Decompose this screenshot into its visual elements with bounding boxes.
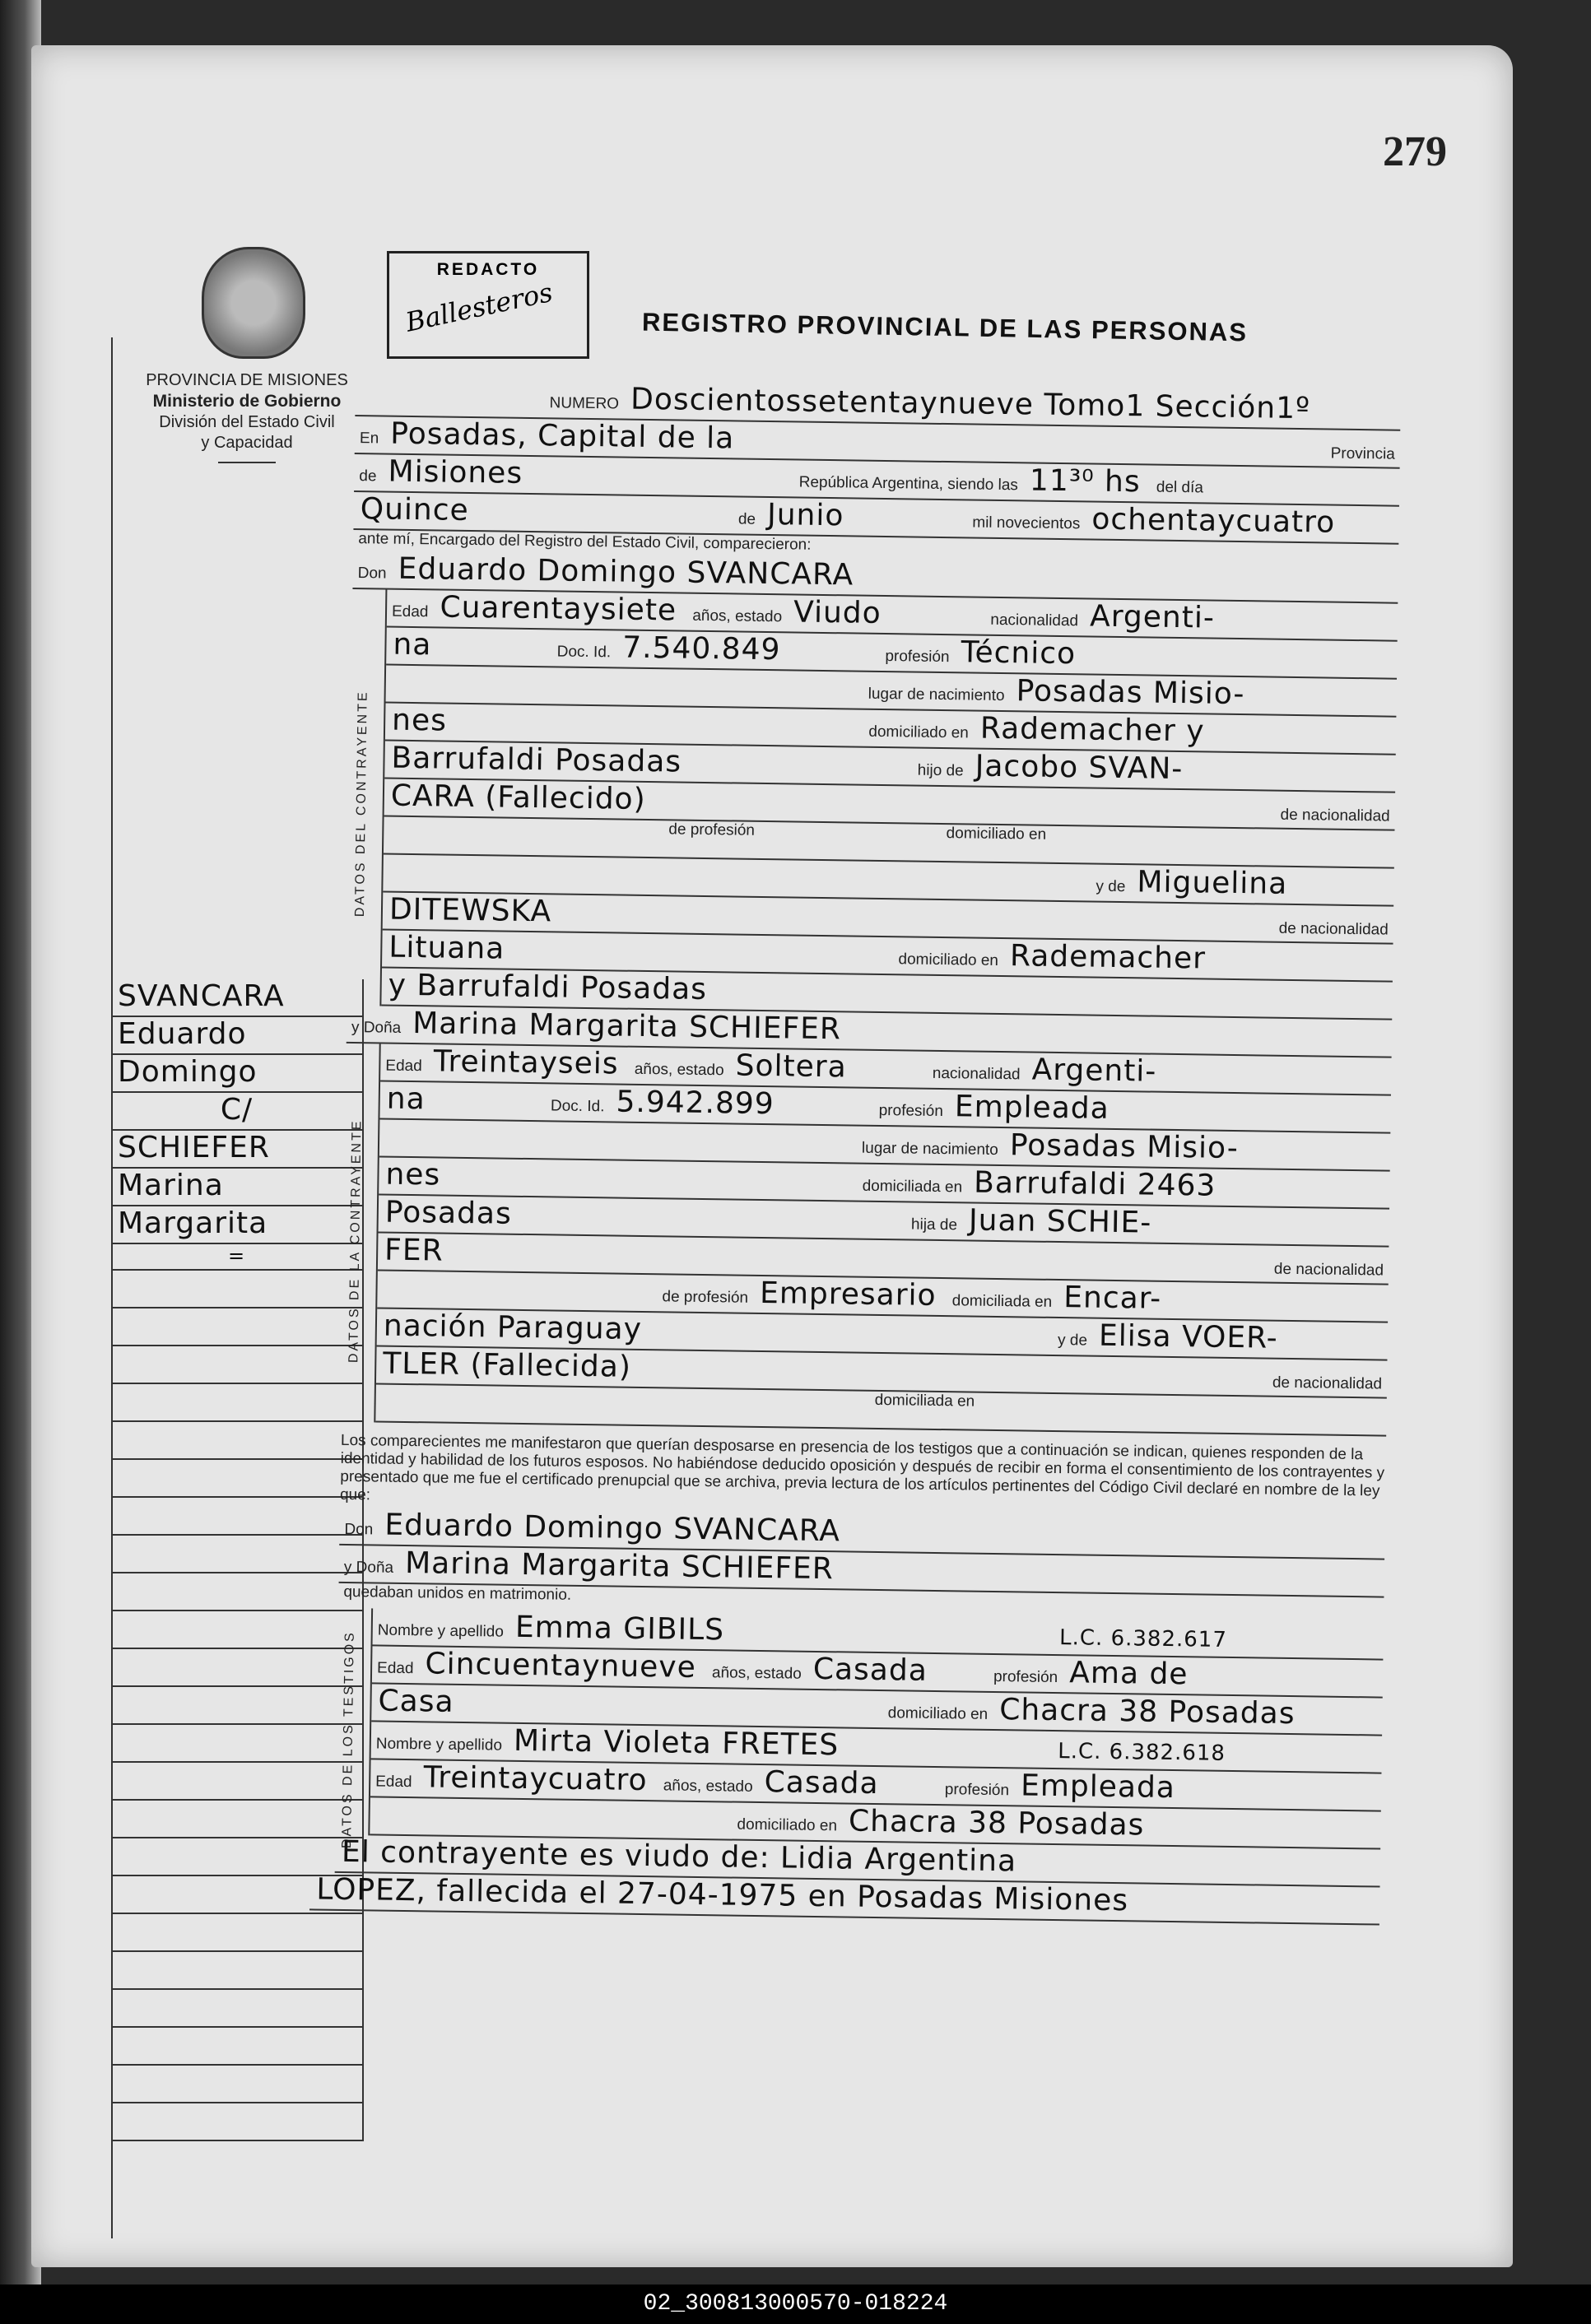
bride-birthplace-cont: nes (385, 1157, 441, 1192)
margin-line (111, 1271, 362, 1308)
bride-father-cont: FER (384, 1233, 444, 1268)
groom-birthplace-cont: nes (391, 703, 448, 738)
y-de-label: y de (1057, 1332, 1088, 1350)
margin-line (111, 1308, 362, 1346)
edad-label: Edad (376, 1659, 414, 1678)
de-nacionalidad-label: de nacionalidad (1272, 1373, 1383, 1393)
bride-section-label: DATOS DE LA CONTRAYENTE (347, 1118, 365, 1364)
page-title: REGISTRO PROVINCIAL DE LAS PERSONAS (641, 307, 1249, 347)
margin-line (111, 1649, 362, 1687)
bride-nationality-cont: na (386, 1081, 426, 1117)
redacto-signature: Ballesteros (402, 276, 556, 338)
doc-label: Doc. Id. (556, 643, 612, 662)
w2-status: Casada (764, 1765, 879, 1801)
margin-line (111, 1763, 362, 1801)
bride-father: Juan SCHIE- (968, 1203, 1152, 1240)
de-nacionalidad-label: de nacionalidad (1280, 806, 1390, 825)
margin-line (111, 1498, 362, 1536)
de2-label: de (737, 510, 756, 528)
de-profesion-label: de profesión (668, 820, 756, 839)
de-profesion-label: de profesión (662, 1288, 749, 1307)
profesion-label: profesión (944, 1781, 1010, 1800)
margin-line: Margarita (111, 1206, 362, 1244)
bride-domicile-cont: Posadas (384, 1195, 513, 1231)
margin-line (111, 1990, 362, 2028)
nombre-label: Nombre y apellido (375, 1735, 503, 1755)
bride-doc: 5.942.899 (616, 1085, 775, 1122)
domicilio-label: domiciliado en (868, 723, 969, 742)
marriage-record-form (316, 379, 1401, 1926)
domiciliado-en-label: domiciliado en (946, 825, 1047, 844)
lugar-label: lugar de nacimiento (861, 1139, 998, 1159)
nombre-label: Nombre y apellido (377, 1621, 505, 1641)
groom-nationality-cont: na (393, 627, 432, 662)
hija-label: hija de (910, 1215, 958, 1234)
margin-line (111, 1914, 362, 1952)
org-line2: Ministerio de Gobierno (152, 392, 342, 411)
hijo-label: hijo de (917, 761, 964, 780)
edad-label: Edad (375, 1773, 412, 1792)
org-line4: y Capacidad (201, 434, 293, 452)
dona-label: y Doña (343, 1558, 394, 1577)
margin-line (111, 2028, 362, 2066)
profesion-label: profesión (885, 648, 950, 667)
margin-line (111, 1460, 362, 1498)
margin-line (111, 1611, 362, 1649)
margin-line: SCHIEFER (111, 1131, 362, 1169)
bride-father-domicile: Encar- (1063, 1281, 1162, 1316)
org-line3: División del Estado Civil (159, 413, 335, 431)
w1-status: Casada (812, 1652, 928, 1688)
domiciliada-en-label: domiciliada en (874, 1391, 975, 1411)
w2-age: Treintaycuatro (423, 1760, 648, 1798)
day-value: Quince (360, 492, 469, 528)
provincial-seal-icon (202, 247, 305, 359)
mil-label: mil novecientos (972, 514, 1081, 533)
provincia-label: Provincia (1330, 444, 1395, 463)
decl-bride-name: Marina Margarita SCHIEFER (404, 1545, 835, 1587)
w1-profession-cont: Casa (378, 1684, 454, 1719)
bride-age: Treintayseis (433, 1044, 619, 1081)
w2-name: Mirta Violeta FRETES (513, 1723, 840, 1763)
closing-label: quedaban unidos en matrimonio. (343, 1583, 572, 1604)
edad-label: Edad (385, 1057, 422, 1076)
bride-profession: Empleada (954, 1090, 1110, 1126)
bride-nationality: Argenti- (1031, 1053, 1157, 1089)
groom-father-cont: CARA (Fallecido) (390, 779, 646, 816)
nacionalidad-label: nacionalidad (932, 1064, 1021, 1084)
groom-mother-domicile-cont: y Barrufaldi Posadas (388, 968, 708, 1007)
divider (218, 462, 276, 463)
decl-groom-name: Eduardo Domingo SVANCARA (384, 1508, 841, 1549)
domicilio-label: domiciliado en (887, 1704, 989, 1723)
del-dia-label: del día (1156, 478, 1204, 497)
domicilio-label: domiciliado en (898, 951, 999, 969)
profesion-label: profesión (993, 1667, 1058, 1687)
bride-mother-cont: TLER (Fallecida) (383, 1346, 632, 1384)
witnesses-section-label: DATOS DE LOS TESTIGOS (340, 1630, 357, 1849)
groom-status: Viudo (793, 595, 882, 630)
margin-line (111, 1801, 362, 1838)
margin-line (111, 1725, 362, 1763)
estado-label: años, estado (711, 1664, 802, 1683)
en-label: En (359, 430, 379, 448)
bride-status: Soltera (735, 1048, 847, 1085)
margin-line: Eduardo (111, 1017, 362, 1055)
groom-domicile: Rademacher y (979, 711, 1205, 749)
margin-line (111, 1536, 362, 1573)
w2-profession: Empleada (1020, 1769, 1176, 1806)
margin-annotation (111, 979, 364, 2141)
redacto-label: REDACTO (436, 260, 540, 279)
page-number: 279 (1383, 128, 1447, 175)
margin-line (111, 1346, 362, 1384)
groom-domicile-cont: Barrufaldi Posadas (391, 741, 682, 779)
groom-nationality: Argenti- (1089, 599, 1216, 635)
groom-age: Cuarentaysiete (440, 590, 677, 628)
city-value: Posadas, Capital de la (390, 416, 735, 456)
lugar-label: lugar de nacimiento (868, 685, 1005, 705)
note-text-2: LOPEZ, fallecida el 27-04-1975 en Posadas Misiones (316, 1872, 1129, 1918)
nacionalidad-label: nacionalidad (990, 611, 1079, 630)
de-label: de (359, 467, 377, 486)
profesion-label: profesión (878, 1101, 944, 1121)
bride-mother: Elisa VOER- (1098, 1318, 1278, 1355)
note-text-1: El contrayente es viudo de: Lidia Argentina (341, 1834, 1017, 1879)
issuing-office (123, 370, 370, 463)
margin-line: Marina (111, 1169, 362, 1206)
bride-father-domicile-cont: nación Paraguay (383, 1308, 643, 1346)
margin-line (111, 1384, 362, 1422)
margin-line (111, 2103, 362, 2141)
redacto-stamp (387, 251, 589, 359)
declaration-text: Los comparecientes me manifestaron que querían desposarse en presencia de los testigos que a continuación se indican, quienes responden de la identidad y habilidad de los futuros esposos. No habiéndose deducido oposición y después de recibir en forma el consentimiento de los contrayentes y presentado que me fue el certificado prenupcial que se archiva, previa lectura de los artículos pertinentes del Código Civil declaré en nombre de la ley que: (339, 1431, 1385, 1504)
w2-doc: L.C. 6.382.618 (1058, 1739, 1226, 1766)
groom-mother-cont: DITEWSKA (388, 892, 552, 929)
groom-profession: Técnico (961, 635, 1077, 672)
margin-line: Domingo (111, 1055, 362, 1093)
year-value: ochentaycuatro (1091, 502, 1336, 540)
domiciliada-label: domiciliada en (862, 1177, 963, 1197)
w1-domicile: Chacra 38 Posadas (998, 1693, 1296, 1731)
estado-label: años, estado (692, 607, 783, 626)
domicilio-label: domiciliado en (737, 1815, 838, 1835)
groom-data-section (352, 590, 1398, 1020)
org-line1: PROVINCIA DE MISIONES (146, 371, 348, 389)
margin-line: = (111, 1244, 362, 1271)
margin-line: SVANCARA (111, 979, 362, 1017)
w1-doc: L.C. 6.382.617 (1058, 1625, 1228, 1652)
estado-label: años, estado (663, 1777, 753, 1796)
groom-mother: Miguelina (1137, 865, 1288, 901)
bride-data-section (347, 1043, 1391, 1436)
bride-father-profession: Empresario (759, 1276, 937, 1313)
w2-domicile: Chacra 38 Posadas (848, 1804, 1145, 1843)
w1-profession: Ama de (1069, 1656, 1189, 1692)
domiciliada-label: domiciliada en (951, 1292, 1053, 1311)
doc-label: Doc. Id. (550, 1097, 605, 1116)
margin-line (111, 1422, 362, 1460)
dona-label: y Doña (351, 1019, 402, 1037)
month-value: Junio (766, 498, 844, 533)
witnesses-section (340, 1608, 1384, 1849)
groom-section-label: DATOS DEL CONTRAYENTE (352, 690, 370, 918)
hour-value: 11³⁰ hs (1029, 463, 1141, 500)
province-value: Misiones (388, 454, 523, 490)
y-de-label: y de (1096, 877, 1126, 896)
groom-mother-nationality: Lituana (388, 930, 505, 966)
w1-age: Cincuentaynueve (425, 1647, 697, 1685)
don-label: Don (357, 565, 387, 583)
margin-line (111, 1952, 362, 1990)
groom-mother-domicile: Rademacher (1009, 939, 1207, 976)
groom-name: Eduardo Domingo SVANCARA (398, 551, 854, 593)
bride-name: Marina Margarita SCHIEFER (412, 1006, 842, 1047)
groom-doc: 7.540.849 (621, 630, 781, 667)
groom-birthplace: Posadas Misio- (1016, 674, 1245, 712)
margin-line (111, 1573, 362, 1611)
bride-domicile: Barrufaldi 2463 (973, 1165, 1217, 1203)
margin-line (111, 1838, 362, 1876)
margin-line (111, 1687, 362, 1725)
estado-label: años, estado (634, 1060, 724, 1080)
bride-birthplace: Posadas Misio- (1009, 1128, 1240, 1166)
w1-name: Emma GIBILS (514, 1610, 725, 1648)
republica-label: República Argentina, siendo las (798, 473, 1019, 495)
scan-id-footer: 02_300813000570-018224 (0, 2284, 1591, 2324)
de-nacionalidad-label: de nacionalidad (1278, 919, 1389, 939)
edad-label: Edad (391, 602, 429, 621)
ante-label: ante mí, Encargado del Registro del Estado Civil, comparecieron: (358, 530, 812, 554)
margin-line: C/ (111, 1093, 362, 1131)
groom-father: Jacobo SVAN- (975, 749, 1184, 787)
de-nacionalidad-label: de nacionalidad (1273, 1260, 1384, 1280)
don-label: Don (344, 1520, 374, 1539)
numero-value: Doscientossetentaynueve Tomo1 Sección1º (630, 382, 1311, 426)
margin-line (111, 2066, 362, 2103)
numero-label: NUMERO (549, 394, 620, 413)
